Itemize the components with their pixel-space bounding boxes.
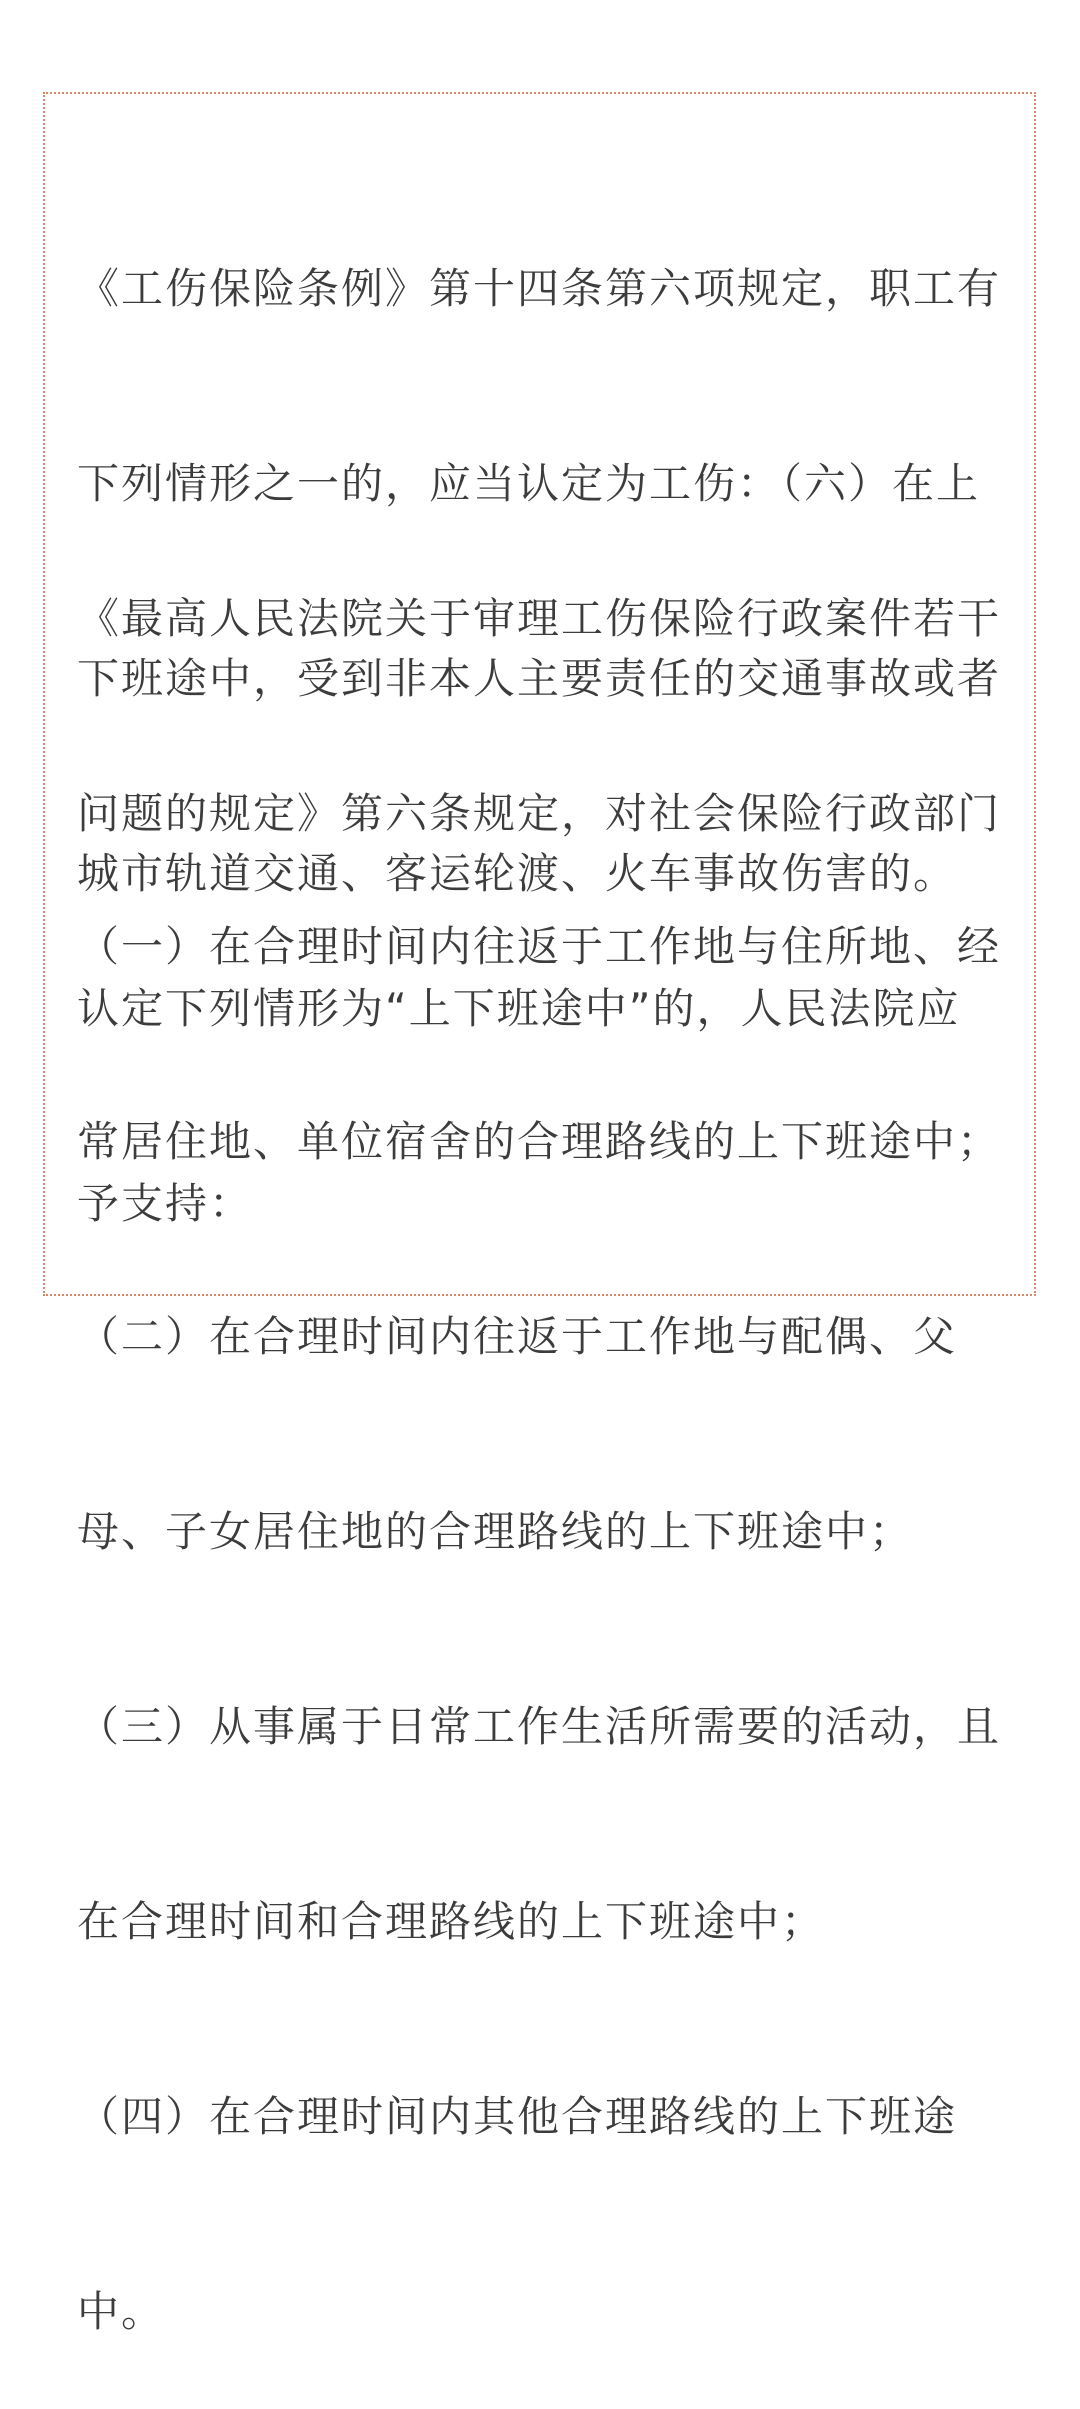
list-item-line: （二）在合理时间内往返于工作地与配偶、父 xyxy=(77,1312,958,1361)
list-item-line: （四）在合理时间内其他合理路线的上下班途 xyxy=(77,2092,958,2141)
text-line: 下列情形之一的，应当认定为工伤：（六）在上 xyxy=(77,459,981,508)
text-line: 《工伤保险条例》第十四条第六项规定，职工有 xyxy=(77,264,1002,313)
list-item-line: 中。 xyxy=(77,2287,166,2336)
list-item-line: 常居住地、单位宿舍的合理路线的上下班途中； xyxy=(77,1117,1002,1166)
text-line: 《最高人民法院关于审理工伤保险行政案件若干 xyxy=(77,594,1002,643)
text-line: 城市轨道交通、客运轮渡、火车事故伤害的。 xyxy=(77,849,958,898)
text-line: 问题的规定》第六条规定，对社会保险行政部门 xyxy=(77,789,1002,838)
list-item-line: 在合理时间和合理路线的上下班途中； xyxy=(77,1897,826,1946)
list-item-line: 母、子女居住地的合理路线的上下班途中； xyxy=(77,1507,914,1556)
text-line: 认定下列情形为“上下班途中”的，人民法院应 xyxy=(77,984,961,1033)
list-item-line: （一）在合理时间内往返于工作地与住所地、经 xyxy=(77,922,1002,971)
text-line: 予支持： xyxy=(77,1179,254,1228)
text-line: 下班途中，受到非本人主要责任的交通事故或者 xyxy=(77,654,1002,703)
situations-list xyxy=(77,784,1007,2409)
list-item-line: （三）从事属于日常工作生活所需要的活动，且 xyxy=(77,1702,1002,1751)
